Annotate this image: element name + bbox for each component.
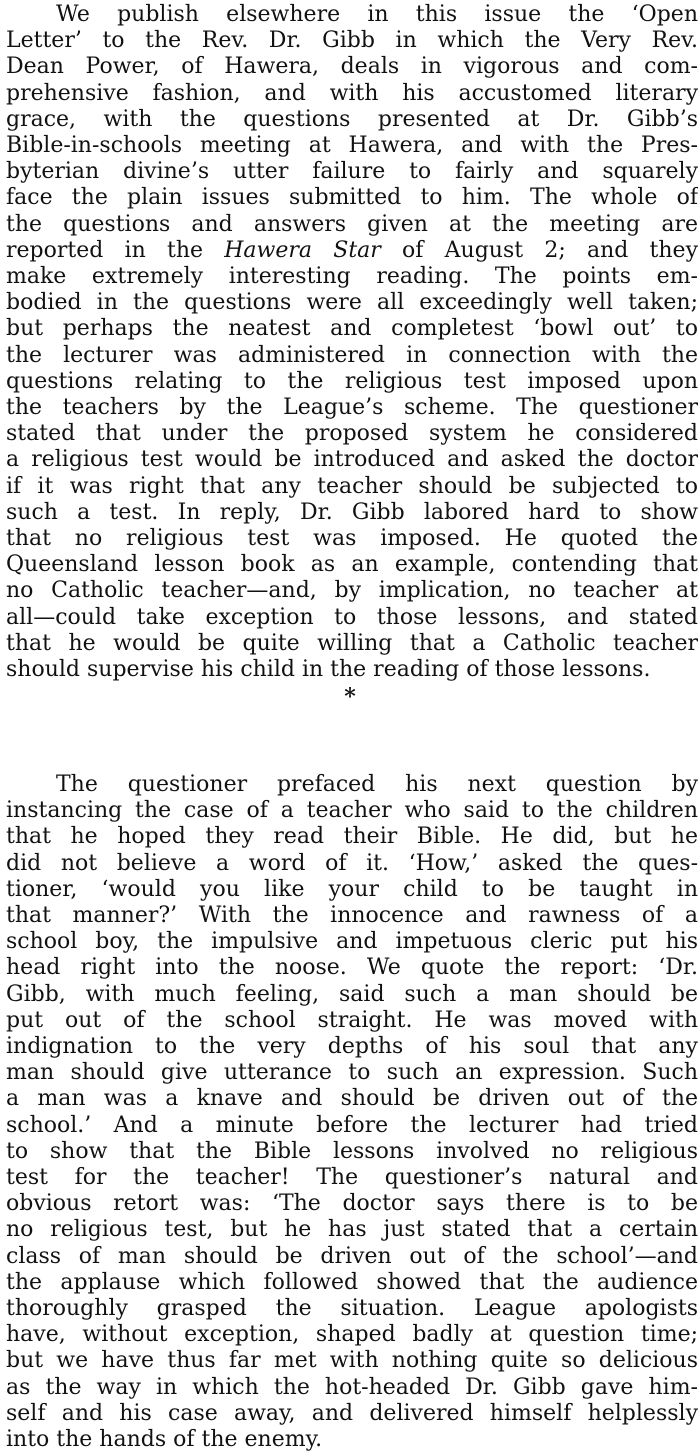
line-text: make extremely interesting reading. The points em- bbox=[6, 264, 698, 289]
text-line bbox=[6, 851, 698, 877]
text-line bbox=[6, 1113, 698, 1139]
text-line bbox=[6, 1322, 698, 1348]
line-text: that he hoped they read their Bible. He did, but he bbox=[6, 824, 698, 850]
text-line bbox=[6, 552, 698, 578]
line-text: school.’ And a minute before the lecturer had tried bbox=[6, 1112, 698, 1138]
text-line bbox=[56, 772, 698, 798]
text-line bbox=[6, 159, 698, 185]
line-text: Gibb, with much feeling, said such a man should be bbox=[6, 981, 698, 1007]
text-line bbox=[6, 238, 698, 264]
text-line bbox=[6, 316, 698, 342]
line-text-continued: of August 2; and they bbox=[380, 237, 698, 263]
text-line bbox=[6, 929, 698, 955]
text-line bbox=[6, 421, 698, 447]
line-text: We publish elsewhere in this issue the ‘Open bbox=[56, 2, 698, 27]
line-text: if it was right that any teacher should be subjected to bbox=[6, 473, 698, 499]
text-line bbox=[6, 1375, 698, 1401]
line-text: into the hands of the enemy. bbox=[6, 1427, 323, 1452]
text-line bbox=[6, 605, 698, 631]
text-line bbox=[6, 474, 698, 500]
text-line bbox=[6, 264, 698, 290]
line-text: byterian divine’s utter failure to fairly and squarely bbox=[6, 159, 698, 185]
text-line bbox=[6, 133, 698, 159]
text-line bbox=[6, 1348, 698, 1374]
publication-title: Hawera Star bbox=[224, 237, 381, 263]
line-text: test for the teacher! The questioner’s natural and bbox=[6, 1165, 698, 1190]
line-text: prehensive fashion, and with his accustomed literary bbox=[6, 80, 698, 106]
text-line bbox=[6, 395, 698, 421]
text-line bbox=[6, 1060, 698, 1086]
text-line bbox=[6, 1086, 698, 1112]
line-text: The questioner prefaced his next question by bbox=[56, 772, 698, 797]
line-text: Dean Power, of Hawera, deals in vigorous and com- bbox=[6, 54, 698, 80]
text-line bbox=[6, 28, 698, 54]
line-text: as the way in which the hot-headed Dr. Gibb gave him- bbox=[6, 1374, 698, 1400]
line-text: stated that under the proposed system he considered bbox=[6, 421, 698, 447]
text-line bbox=[6, 1296, 698, 1322]
text-line bbox=[6, 369, 698, 395]
text-line bbox=[6, 1427, 698, 1453]
text-line bbox=[6, 798, 698, 824]
text-line bbox=[56, 2, 698, 28]
line-text: thoroughly grasped the situation. League apologists bbox=[6, 1296, 698, 1321]
line-text: but we have thus far met with nothing quite so delicious bbox=[6, 1348, 698, 1374]
text-line bbox=[6, 500, 698, 526]
line-text: head right into the noose. We quote the report: ‘Dr. bbox=[6, 955, 698, 981]
line-text: to show that the Bible lessons involved no religious bbox=[6, 1138, 698, 1164]
text-line bbox=[6, 1244, 698, 1270]
line-text: Letter’ to the Rev. Dr. Gibb in which the Very Rev. bbox=[6, 28, 698, 54]
text-line bbox=[6, 955, 698, 981]
text-line bbox=[6, 1034, 698, 1060]
text-line bbox=[6, 657, 698, 683]
text-line bbox=[6, 81, 698, 107]
text-line bbox=[6, 343, 698, 369]
line-text: such a test. In reply, Dr. Gibb labored hard to show bbox=[6, 499, 698, 525]
line-text: class of man should be driven out of the school’—and bbox=[6, 1243, 698, 1269]
line-text: should supervise his child in the reading of those lessons. bbox=[6, 657, 651, 682]
line-text: that he would be quite willing that a Catholic teacher bbox=[6, 630, 698, 656]
line-text: Bible-in-schools meeting at Hawera, and with the Pres- bbox=[6, 133, 698, 158]
text-line bbox=[6, 1401, 698, 1427]
text-line bbox=[6, 1008, 698, 1034]
text-line bbox=[6, 1217, 698, 1243]
line-text: the teachers by the League’s scheme. The questioner bbox=[6, 395, 698, 420]
text-line bbox=[6, 290, 698, 316]
line-text: man should give utterance to such an expression. Such bbox=[6, 1060, 698, 1086]
text-line bbox=[6, 1270, 698, 1296]
line-text: that manner?’ With the innocence and rawness of a bbox=[6, 903, 698, 928]
line-text: Queensland lesson book as an example, contending that bbox=[6, 552, 698, 578]
line-text: did not believe a word of it. ‘How,’ asked the ques- bbox=[6, 850, 698, 876]
line-text: a religious test would be introduced and asked the doctor bbox=[6, 447, 698, 473]
line-text: face the plain issues submitted to him. The whole of bbox=[6, 185, 698, 211]
text-line bbox=[6, 1191, 698, 1217]
text-line bbox=[6, 447, 698, 473]
line-text: no Catholic teacher—and, by implication, no teacher at bbox=[6, 578, 698, 604]
text-line bbox=[6, 903, 698, 929]
section-divider-asterisk: * bbox=[344, 684, 356, 710]
line-text: put out of the school straight. He was moved with bbox=[6, 1007, 698, 1033]
line-text: that no religious test was imposed. He quoted the bbox=[6, 526, 698, 551]
line-text: have, without exception, shaped badly at question time; bbox=[6, 1322, 698, 1348]
line-text: a man was a knave and should be driven out of the bbox=[6, 1086, 698, 1112]
text-line bbox=[6, 631, 698, 657]
text-line bbox=[6, 1139, 698, 1165]
text-line bbox=[6, 54, 698, 80]
text-line bbox=[6, 526, 698, 552]
line-text: the questions and answers given at the meeting are bbox=[6, 211, 698, 237]
text-line bbox=[6, 578, 698, 604]
line-text: obvious retort was: ‘The doctor says there is to be bbox=[6, 1191, 698, 1217]
line-text: school boy, the impulsive and impetuous cleric put his bbox=[6, 929, 698, 955]
line-text: indignation to the very depths of his soul that any bbox=[6, 1034, 698, 1059]
line-text: reported in the bbox=[6, 237, 225, 263]
line-text: all—could take exception to those lessons, and stated bbox=[6, 604, 698, 630]
line-text: the applause which followed showed that the audience bbox=[6, 1269, 698, 1295]
line-text: bodied in the questions were all exceedingly well taken; bbox=[6, 290, 698, 316]
text-line bbox=[6, 107, 698, 133]
line-text: tioner, ‘would you like your child to be taught in bbox=[6, 876, 698, 902]
line-text: no religious test, but he has just stated that a certain bbox=[6, 1217, 698, 1243]
line-text: instancing the case of a teacher who said to the children bbox=[6, 798, 698, 824]
line-text: grace, with the questions presented at Dr. Gibb’s bbox=[6, 106, 698, 132]
text-line bbox=[6, 982, 698, 1008]
text-line bbox=[6, 1165, 698, 1191]
text-line bbox=[6, 212, 698, 238]
line-text: self and his case away, and delivered himself helplessly bbox=[6, 1400, 698, 1426]
text-line bbox=[6, 185, 698, 211]
line-text: the lecturer was administered in connection with the bbox=[6, 342, 698, 368]
text-line bbox=[6, 877, 698, 903]
line-text: but perhaps the neatest and completest ‘bowl out’ to bbox=[6, 316, 698, 342]
text-line bbox=[6, 824, 698, 850]
line-text: questions relating to the religious test imposed upon bbox=[6, 368, 698, 394]
